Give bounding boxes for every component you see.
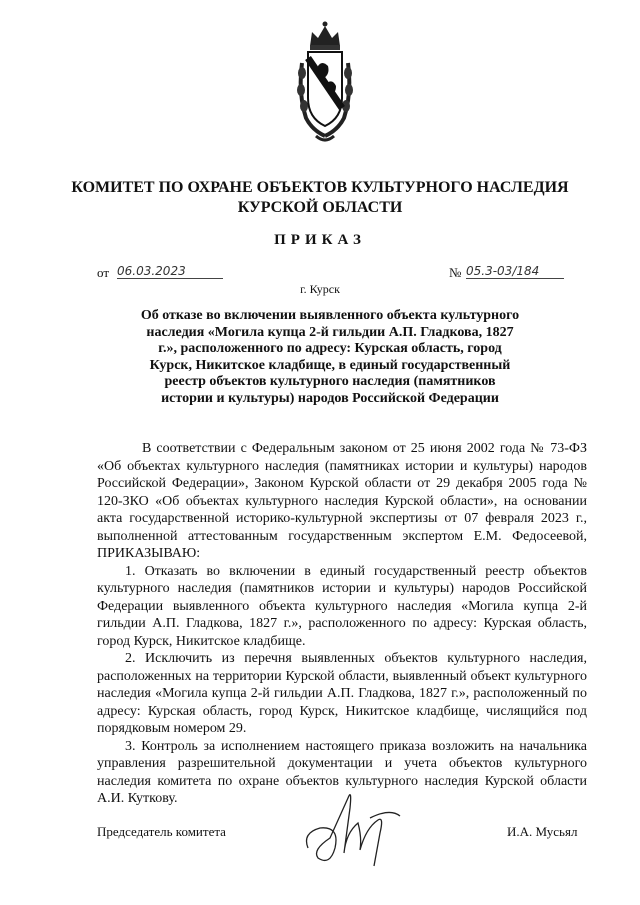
order-subject: Об отказе во включении выявленного объекта культурного наследия «Могила купца 2-й гильдии А.П. Гладкова, 1827 г.», расположенного по адресу: Курская область, город Курск, Никитское кладбище, в единый государственный реестр объектов культурного наследия (памятников истории и культуры) народов Российской Федерации <box>140 308 520 406</box>
city-label: г. Курск <box>300 282 340 296</box>
order-point-3: 3. Контроль за исполнением настоящего приказа возложить на начальника управления разрешительной документации и учета объектов культурного наследия комитета по охране объектов культурного наследия Курской области А.И. Куткову. <box>97 738 587 806</box>
number-value: 05.3-03/184 <box>466 264 564 279</box>
order-point-2: 2. Исключить из перечня выявленных объектов культурного наследия, расположенных на территории Курской области, выявленный объект культурного наследия «Могила купца 2-й гильдии А.П. Гладкова, 1827 г.», расположенный по адресу: Курская область, город Курск, Никитское кладбище, числящийся под порядковым номером 29. <box>97 651 587 736</box>
number-label: № <box>449 265 462 280</box>
coat-of-arms-emblem <box>296 18 354 148</box>
organization-line-1: КОМИТЕТ ПО ОХРАНЕ ОБЪЕКТОВ КУЛЬТУРНОГО НАСЛЕДИЯ <box>71 179 569 196</box>
date-label: от <box>97 265 110 280</box>
organization-name <box>0 178 640 218</box>
signatory-title: Председатель комитета <box>97 824 226 839</box>
date-value: 06.03.2023 <box>117 264 223 279</box>
order-point-1: 1. Отказать во включении в единый государственный реестр объектов культурного наследия (памятников истории и культуры) народов Российской Федерации выявленного объекта культурного наследия «Могила купца 2-й гильдии А.П. Гладкова, 1827 г.», расположенного по адресу: Курская область, город Курск, Никитское кладбище. <box>97 563 587 649</box>
organization-line-2: КУРСКОЙ ОБЛАСТИ <box>237 199 403 216</box>
handwritten-signature <box>300 778 410 868</box>
document-type-title: ПРИКАЗ <box>274 232 366 248</box>
signatory-name: И.А. Мусьял <box>507 824 578 839</box>
order-body <box>97 440 587 808</box>
order-preamble: В соответствии с Федеральным законом от 25 июня 2002 года № 73-ФЗ «Об объектах культурного наследия (памятниках истории и культуры) народов Российской Федерации», Законом Курской области от 29 декабря 2005 года № 120-ЗКО «Об объектах культурного наследия Курской области», на основании акта государственной историко-культурной экспертизы от 07 февраля 2023 г., выполненной аттестованным государственным экспертом Е.М. Федосеевой, ПРИКАЗЫВАЮ: <box>97 441 587 561</box>
